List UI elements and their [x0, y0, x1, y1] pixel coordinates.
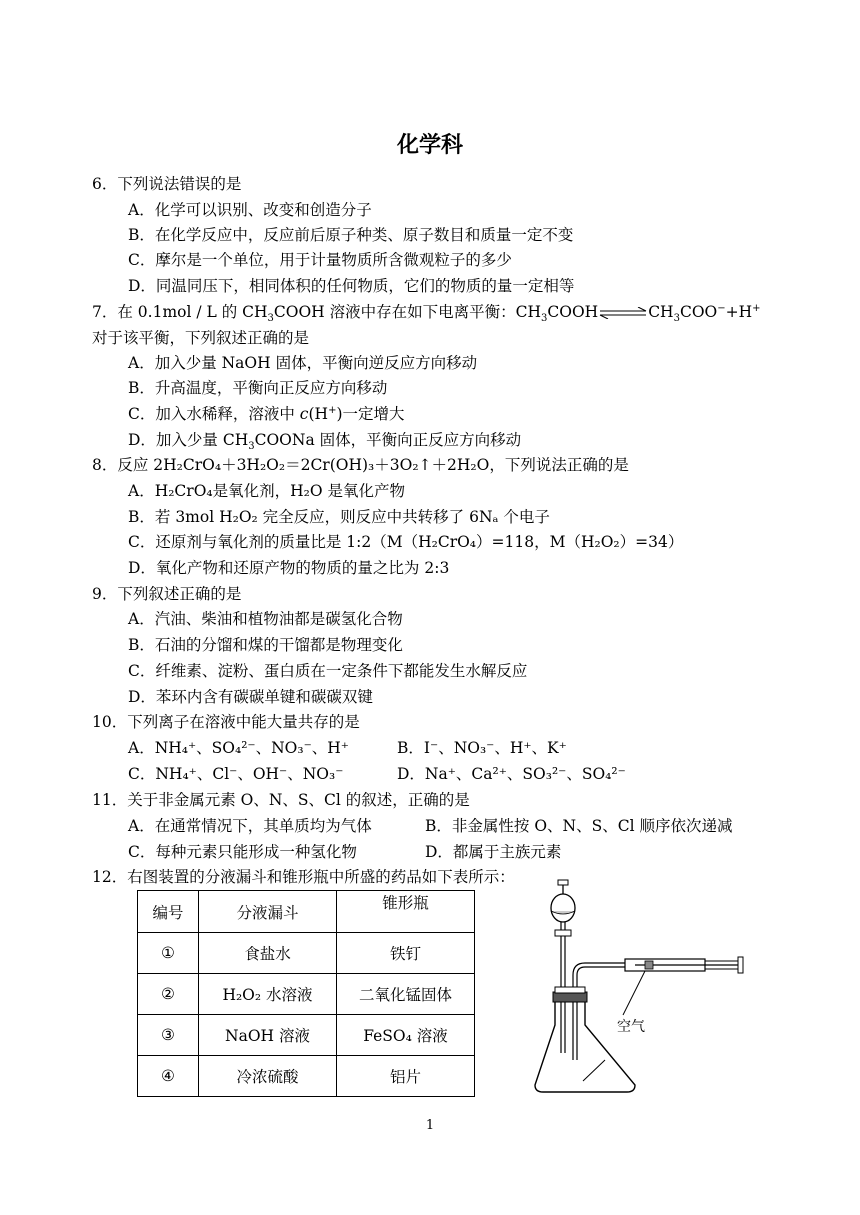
question-7-option-c: C．加入水稀释，溶液中 c(H+)一定增大 [128, 404, 405, 423]
question-9-option-d: D．苯环内含有碳碳单键和碳碳双键 [128, 688, 373, 706]
question-11-option-a: A．在通常情况下，其单质均为气体 [128, 817, 372, 835]
question-9-option-b: B．石油的分馏和煤的干馏都是物理变化 [128, 636, 403, 654]
question-9-stem: 9．下列叙述正确的是 [92, 585, 242, 603]
table-cell: 食盐水 [199, 933, 337, 974]
equilibrium-arrow-icon [598, 307, 648, 319]
table-cell: FeSO₄ 溶液 [337, 1015, 475, 1056]
question-6-stem: 6．下列说法错误的是 [92, 175, 242, 193]
table-row [138, 933, 475, 974]
question-6-option-d: D．同温同压下，相同体积的任何物质，它们的物质的量一定相等 [128, 277, 575, 295]
stopcock-icon [555, 930, 571, 936]
question-12-stem: 12．右图装置的分液漏斗和锥形瓶中所盛的药品如下表所示： [92, 868, 515, 886]
table-cell: H₂O₂ 水溶液 [199, 974, 337, 1015]
question-10-option-d: D．Na⁺、Ca²⁺、SO₃²⁻、SO₄²⁻ [397, 765, 626, 783]
question-10-option-a: A．NH₄⁺、SO₄²⁻、NO₃⁻、H⁺ [128, 739, 349, 757]
table-cell: ③ [138, 1015, 199, 1056]
apparatus-diagram [525, 875, 755, 1100]
reagent-table [137, 890, 475, 1097]
page-number: 1 [425, 1118, 435, 1133]
question-8-option-d: D．氧化产物和还原产物的物质的量之比为 2:3 [128, 559, 450, 577]
question-11-option-c: C．每种元素只能形成一种氢化物 [128, 843, 357, 861]
table-cell: 二氧化锰固体 [337, 974, 475, 1015]
table-header-cell: 编号 [138, 891, 199, 933]
table-cell: 铝片 [337, 1056, 475, 1097]
figure-label-air: 空气 [617, 1019, 645, 1035]
table-header-cell: 锥形瓶 [337, 891, 475, 933]
separatory-funnel-bulb [551, 894, 575, 922]
question-9-option-c: C．纤维素、淀粉、蛋白质在一定条件下都能发生水解反应 [128, 662, 528, 680]
table-cell: 铁钉 [337, 933, 475, 974]
table-cell: ④ [138, 1056, 199, 1097]
question-10-stem: 10．下列离子在溶液中能大量共存的是 [92, 713, 360, 731]
question-7-option-b: B．升高温度，平衡向正反应方向移动 [128, 379, 388, 397]
table-cell: 冷浓硫酸 [199, 1056, 337, 1097]
question-6-option-a: A．化学可以识别、改变和创造分子 [128, 201, 372, 219]
question-11-option-d: D．都属于主族元素 [425, 843, 562, 861]
table-row [138, 974, 475, 1015]
question-8-option-a: A．H₂CrO₄是氧化剂，H₂O 是氧化产物 [128, 482, 405, 500]
question-9-option-a: A．汽油、柴油和植物油都是碳氢化合物 [128, 610, 403, 628]
question-6-option-b: B．在化学反应中，反应前后原子种类、原子数目和质量一定不变 [128, 226, 574, 244]
table-row [138, 1056, 475, 1097]
question-10-option-b: B．I⁻、NO₃⁻、H⁺、K⁺ [397, 739, 567, 757]
question-8-option-b: B．若 3mol H₂O₂ 完全反应，则反应中共转移了 6Nₐ 个电子 [128, 508, 550, 526]
page-title: 化学科 [396, 133, 463, 158]
question-10-option-c: C．NH₄⁺、Cl⁻、OH⁻、NO₃⁻ [128, 765, 344, 783]
question-8-option-c: C．还原剂与氧化剂的质量比是 1:2（M（H₂CrO₄）=118，M（H₂O₂）=34） [128, 533, 684, 551]
question-8-stem: 8．反应 2H₂CrO₄＋3H₂O₂＝2Cr(OH)₃＋3O₂↑＋2H₂O，下列说法正确的是 [92, 456, 629, 474]
table-cell: ② [138, 974, 199, 1015]
table-cell: ① [138, 933, 199, 974]
question-7-stem-2: 对于该平衡，下列叙述正确的是 [92, 329, 310, 347]
question-6-option-c: C．摩尔是一个单位，用于计量物质所含微观粒子的多少 [128, 251, 512, 269]
question-7-stem: 7．在 0.1mol / L 的 $CH_3COOH$ 溶液中存在如下电离平衡：$CH_3COOH$ $CH_3COO^-+H^+$ [92, 302, 761, 325]
question-7-option-a: A．加入少量 NaOH 固体，平衡向逆反应方向移动 [128, 354, 478, 372]
question-7-option-d: D．加入少量 $CH_3COONa$ 固体，平衡向正反应方向移动 [128, 431, 522, 453]
table-row [138, 1015, 475, 1056]
question-11-stem: 11．关于非金属元素 O、N、S、Cl 的叙述，正确的是 [92, 791, 470, 809]
table-header-cell: 分液漏斗 [199, 891, 337, 933]
table-header-row [138, 891, 475, 933]
question-11-option-b: B．非金属性按 O、N、S、Cl 顺序依次递减 [425, 817, 733, 835]
table-cell: NaOH 溶液 [199, 1015, 337, 1056]
